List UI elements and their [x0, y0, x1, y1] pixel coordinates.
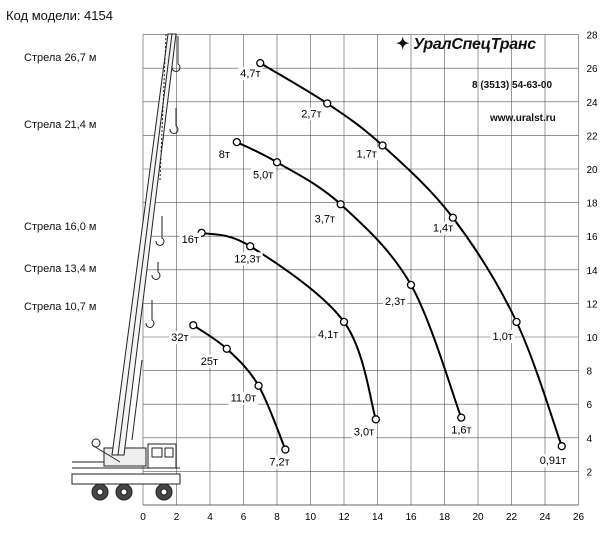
load-label: 25т	[200, 355, 219, 368]
load-label: 3,0т	[353, 426, 375, 439]
load-point	[379, 142, 386, 149]
x-tick-label: 12	[338, 512, 350, 523]
load-curve-line	[237, 142, 461, 418]
y-tick-label: 10	[586, 333, 598, 344]
boom-label-26-7: Стрела 26,7 м	[24, 52, 97, 64]
x-tick-label: 26	[572, 512, 585, 523]
load-curve-line	[193, 325, 285, 449]
load-label: 1,7т	[356, 148, 377, 161]
x-tick-label: 16	[405, 512, 417, 523]
boom-label-21-4: Стрела 21,4 м	[24, 119, 97, 131]
x-tick-label: 22	[505, 512, 518, 523]
y-tick-label: 12	[586, 299, 598, 311]
y-tick-label: 6	[586, 400, 593, 412]
load-label: 32т	[171, 332, 189, 345]
boom-label-13-4: Стрела 13,4 м	[24, 263, 97, 275]
load-label: 1,6т	[451, 424, 472, 437]
x-tick-label: 2	[173, 512, 180, 523]
x-tick-label: 18	[438, 512, 451, 523]
load-label: 11,0т	[230, 392, 257, 405]
company-name: УралСпецТранс	[413, 36, 536, 53]
y-tick-label: 14	[586, 265, 598, 277]
load-point	[233, 139, 240, 146]
load-point	[274, 159, 281, 166]
load-label: 3,7т	[314, 213, 335, 226]
model-code: Код модели: 4154	[6, 8, 113, 23]
x-tick-label: 8	[274, 512, 280, 523]
crane-truck-icon	[72, 34, 180, 500]
load-point	[337, 201, 344, 208]
y-tick-label: 20	[586, 165, 598, 176]
load-point	[449, 214, 456, 221]
y-tick-label: 4	[586, 433, 593, 445]
load-point	[458, 414, 465, 421]
load-label: 4,1т	[318, 328, 339, 341]
boom-label-10-7: Стрела 10,7 м	[24, 301, 97, 313]
x-tick-label: 20	[472, 512, 484, 523]
load-label: 12,3т	[234, 253, 261, 266]
y-tick-label: 2	[586, 467, 593, 479]
axis-ticks	[140, 31, 598, 523]
y-tick-label: 24	[586, 97, 598, 109]
load-point	[341, 318, 348, 325]
x-tick-label: 10	[304, 512, 317, 523]
load-label: 5,0т	[253, 169, 274, 182]
x-tick-label: 0	[140, 512, 146, 523]
y-tick-label: 16	[586, 232, 598, 244]
x-tick-label: 4	[207, 512, 213, 523]
load-label: 0,91т	[539, 455, 567, 468]
x-tick-label: 14	[371, 512, 384, 523]
y-tick-label: 26	[586, 64, 598, 76]
logo-mark-icon: ✦	[396, 36, 410, 53]
load-point	[282, 446, 289, 453]
company-phone: 8 (3513) 54-63-00	[472, 80, 553, 91]
load-point	[257, 60, 264, 67]
load-point	[255, 382, 262, 389]
load-point	[558, 443, 565, 450]
load-label: 1,0т	[492, 330, 513, 343]
x-tick-label: 6	[240, 512, 247, 523]
load-label: 8т	[218, 149, 230, 162]
x-tick-label: 24	[539, 512, 551, 523]
y-tick-label: 28	[586, 30, 598, 42]
y-tick-label: 18	[586, 198, 598, 210]
y-tick-label: 8	[586, 366, 593, 378]
boom-label-16-0: Стрела 16,0 м	[24, 221, 97, 233]
y-tick-label: 22	[586, 131, 598, 143]
load-label: 1,4т	[432, 222, 454, 235]
load-label: 2,3т	[385, 295, 406, 308]
load-point	[247, 243, 254, 250]
load-point	[324, 100, 331, 107]
load-label: 2,7т	[301, 108, 322, 121]
load-label: 4,7т	[240, 68, 261, 81]
load-curve-line	[202, 233, 376, 419]
load-point	[223, 345, 230, 352]
load-label: 16т	[181, 233, 199, 246]
load-label: 7,2т	[269, 456, 290, 469]
company-logo	[396, 34, 536, 54]
load-point	[408, 281, 415, 288]
load-point	[513, 318, 520, 325]
load-point	[190, 322, 197, 329]
company-website: www.uralst.ru	[490, 113, 556, 124]
load-point	[372, 416, 379, 423]
